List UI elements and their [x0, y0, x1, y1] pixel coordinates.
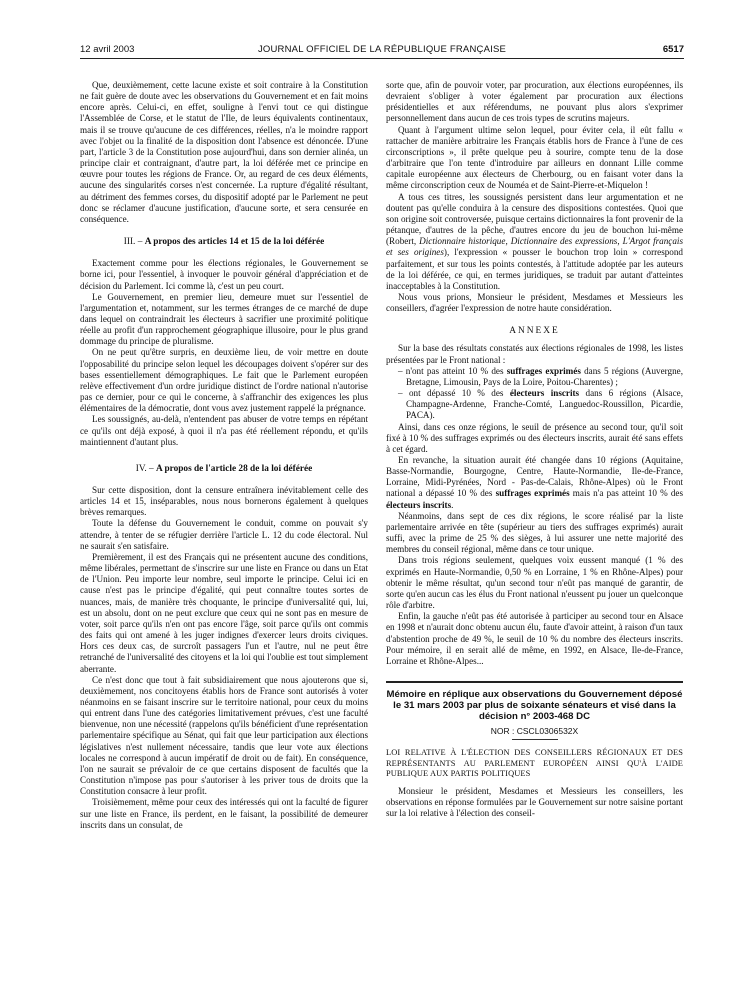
paragraph: Ainsi, dans ces onze régions, le seuil de présence au second tour, qu'il soit fixé à 10 % des suffrages exprimés ou des électeurs inscrits, aurait été sans effets à cet égard.	[386, 421, 683, 454]
paragraph: Quant à l'argument ultime selon lequel, pour éviter cela, il eût fallu « rattacher de manière arbitraire les Français établis hors de France à l'une de ces circonscriptions », il prête quelque peu à sourire, compte tenu de la dose d'arbitraire que l'on tente d'introduire par ailleurs en donnant Lille comme capitale européenne aux électeurs de Cherbourg, ou en faisant voter dans la même circonscription ceux de Nouméa et de Saint-Pierre-et-Miquelon !	[386, 124, 683, 191]
nor-rule	[512, 739, 558, 740]
paragraph: Le Gouvernement, en premier lieu, demeure muet sur l'essentiel de l'argumentation et, notamment, sur les termes étranges de ce marché de dupe dans lequel on contraindrait les électeurs à sacrifier une proximité politique réelle au profit d'un rapprochement géographique illusoire, pour le plus grand dommage du principe de pluralisme.	[80, 291, 368, 347]
left-column	[80, 80, 368, 831]
paragraph: Nous vous prions, Monsieur le président, Mesdames et Messieurs les conseillers, d'agréer l'expression de notre haute considération.	[386, 291, 683, 314]
annexe-list	[386, 366, 683, 422]
list-item: – ont dépassé 10 % des électeurs inscrits dans 6 régions (Alsace, Champagne-Ardenne, Franche-Comté, Languedoc-Roussillon, Picardie, PACA).	[398, 388, 683, 421]
paragraph: Troisièmement, même pour ceux des intéressés qui ont la faculté de figurer sur une liste en France, ils perdent, en le faisant, la possibilité de demeurer inscrits dans un consulat, de	[80, 797, 368, 830]
paragraph: Les soussignés, au-delà, n'entendent pas abuser de votre temps en répétant ce qu'ils ont déjà exposé, à quoi il n'a pas été réellement répondu, et qu'ils maintiennent d'autant plus.	[80, 414, 368, 447]
page-number: 6517	[662, 44, 684, 55]
header-title: JOURNAL OFFICIEL DE LA RÉPUBLIQUE FRANÇAISE	[257, 44, 507, 55]
paragraph: En revanche, la situation aurait été changée dans 10 régions (Aquitaine, Basse-Normandie, Bourgogne, Centre, Haute-Normandie, Ile-de-France, Lorraine, Midi-Pyrénées, Nord - Pas-de-Calais, Rhône-Alpes) où le Front national a dépassé 10 % des suffrages exprimés mais n'a pas atteint 10 % des électeurs inscrits.	[386, 455, 683, 510]
law-title: LOI RELATIVE À L'ÉLECTION DES CONSEILLERS RÉGIONAUX ET DES REPRÉSENTANTS AU PARLEMENT EUROPÉEN AINSI QU'À L'AIDE PUBLIQUE AUX PARTIS POLITIQUES	[386, 748, 683, 779]
paragraph: Dans trois régions seulement, quelques voix eussent manqué (1 % des exprimés en Haute-Normandie, 0,50 % en Lorraine, 1 % en Rhône-Alpes) pour obtenir le même résultat, qu'un second tour n'eût pas manqué de garantir, de sorte qu'en aucun cas les élus du Front national n'eussent pu jouer un quelconque rôle d'arbitre.	[386, 555, 683, 611]
paragraph: Enfin, la gauche n'eût pas été autorisée à participer au second tour en Alsace en 1998 et n'aurait donc obtenu aucun élu, faute d'avoir atteint, à raison d'un taux d'abstention proche de 49 %, le seuil de 10 % du nombre des électeurs inscrits. Pour mémoire, il en serait allé de même, en 1992, en Alsace, Ile-de-France, Lorraine et Rhône-Alpes...	[386, 611, 683, 666]
memo-title: Mémoire en réplique aux observations du Gouvernement déposé le 31 mars 2003 par plus de soixante sénateurs et visé dans la décision n° 2003-468 DC	[386, 681, 683, 722]
paragraph: Premièrement, il est des Français qui ne présentent aucune des conditions, même libérales, permettant de s'inscrire sur une liste en France ou dans un Etat de l'Union. Peu importe leur nombre, seul importe le principe. Celui ici en cause n'est pas le principe d'égalité, qui peut connaître toutes sortes de nuances, mais, de manière très choquante, le principe d'universalité qui, lui, est un absolu, dont on ne peut exclure que ceux qui ne sont pas en mesure de voter, soit parce qu'ils n'en ont pas encore l'âge, soit parce qu'ils ont commis des faits qui ont amené à les juger indignes d'exercer leurs droits civiques. Hors ces deux cas, de surcroît passagers l'un et l'autre, nul ne peut être retranché de l'universalité des citoyens et la loi qui l'oublie est tout simplement aberrante.	[80, 551, 368, 674]
paragraph: Monsieur le président, Mesdames et Messieurs les conseillers, les observations en réponse formulées par le Gouvernement sur notre saisine portant sur la loi relative à l'élection des conseil-	[386, 785, 683, 818]
section-heading-iv: IV. – A propos de l'article 28 de la loi déférée	[135, 463, 313, 474]
nor-reference: NOR : CSCL0306532X	[490, 725, 579, 736]
paragraph: Exactement comme pour les élections régionales, le Gouvernement se borne ici, pour l'essentiel, à invoquer le pouvoir général d'appréciation et de décision du Parlement. Ici comme là, c'est un peu court.	[80, 258, 368, 291]
annexe-title: ANNEXE	[509, 326, 560, 337]
paragraph: Néanmoins, dans sept de ces dix régions, le score réalisé par la liste parlementaire arrivée en tête (supérieur au tiers des suffrages exprimés) aurait suffi, avec la prime de 25 % des sièges, à lui assurer une nette majorité des membres du conseil régional, même dans ce tour unique.	[386, 510, 683, 555]
paragraph: Sur cette disposition, dont la censure entraînera inévitablement celle des articles 14 et 15, inséparables, nous nous bornerons également à quelques brèves remarques.	[80, 485, 368, 518]
paragraph: Sur la base des résultats constatés aux élections régionales de 1998, les listes présentées par le Front national :	[386, 343, 683, 365]
running-header	[80, 44, 684, 58]
header-date: 12 avril 2003	[80, 44, 135, 55]
paragraph: sorte que, afin de pouvoir voter, par procuration, aux élections européennes, ils devraient s'obliger à voter également par procuration aux élections présidentielles et aux référendums, ne pouvant plus alors s'exprimer personnellement dans aucun de ces trois types de scrutins majeurs.	[386, 80, 683, 124]
paragraph: On ne peut qu'être surpris, en deuxième lieu, de voir mettre en doute l'opposabilité du principe selon lequel les découpages doivent s'opérer sur des bases essentiellement démographiques. Le fait que le Parlement européen relève effectivement d'un ordre juridique distinct de l'ordre national n'autorise pas ce dernier, pour ce qui le concerne, à s'affranchir des exigences les plus élémentaires de la démocratie, dont vous avez justement rappelé la prégnance.	[80, 347, 368, 414]
paragraph: Que, deuxièmement, cette lacune existe et soit contraire à la Constitution ne fait guère de doute avec les observations du Gouvernement et en fait moins encore après. Celui-ci, en effet, souligne à l'envi tout ce qui distingue l'Assemblée de Corse, et le statut de l'Ile, de leurs équivalents continentaux, mais il se trouve qu'aucune de ces différences, réelles, n'a le moindre rapport avec l'objet ou la finalité de la disposition dont l'absence est dénoncée. D'une part, l'article 3 de la Constitution pose aujourd'hui, dans son dernier alinéa, un principe clair et contraignant, d'autre part, la loi déférée met ce principe en œuvre pour toutes les régions de France. Or, au regard de ces deux éléments, aucune des singularités corses n'est concernée. La rupture d'égalité résultant, au détriment des femmes corses, du dispositif adopté par le Parlement ne peut donc se réclamer d'aucune justification, d'aucune sorte, et sera censurée en conséquence.	[80, 80, 368, 224]
paragraph: Toute la défense du Gouvernement le conduit, comme on pouvait s'y attendre, à tenter de se réfugier derrière l'article L. 12 du code électoral. Nul ne saurait s'en satisfaire.	[80, 518, 368, 551]
right-column	[386, 80, 683, 819]
list-item: – n'ont pas atteint 10 % des suffrages exprimés dans 5 régions (Auvergne, Bretagne, Limousin, Pays de la Loire, Poitou-Charentes) ;	[398, 365, 683, 387]
header-rule	[80, 58, 684, 59]
paragraph: A tous ces titres, les soussignés persistent dans leur argumentation et ne doutent pas qu'elle conduira à la censure des dispositions contestées. Quoi que son origine soit controversée, puisque certains dictionnaires la font provenir de la pétanque, d'autres de la pêche, d'autres encore du jeu de bouchon lui-même (Robert, Dictionnaire historique, Dictionnaire des expressions, L'Argot français et ses origines), l'expression « pousser le bouchon trop loin » correspond parfaitement, et sur tous les points contestés, à l'attitude adoptée par les auteurs de la loi déférée, ce qui, en termes juridiques, se traduit par autant d'atteintes inacceptables à la Constitution.	[386, 191, 684, 291]
section-heading-iii: III. – A propos des articles 14 et 15 de la loi déférée	[123, 237, 325, 248]
paragraph: Ce n'est donc que tout à fait subsidiairement que nous ajouterons que si, deuxièmement, nos concitoyens établis hors de France sont autorisés à voter néanmoins en se faisant inscrire sur le territoire national, pour ceux du moins qui entrent dans l'une des catégories limitativement prévues, c'est une faculté bienvenue, non une nécessité (rappelons qu'ils bénéficient d'une représentation parlementaire spécifique au Sénat, qui fait que leur participation aux élections législatives n'est nullement nécessaire, tandis que leur vote aux élections locales ne correspond à aucun impératif de droit ou de fait). En conséquence, l'on ne saurait se prévaloir de ce que certains disposent de facultés que la Constitution n'impose pas pour s'autoriser à les priver tous de droits que la Constitution consacre à leur profit.	[80, 674, 368, 797]
